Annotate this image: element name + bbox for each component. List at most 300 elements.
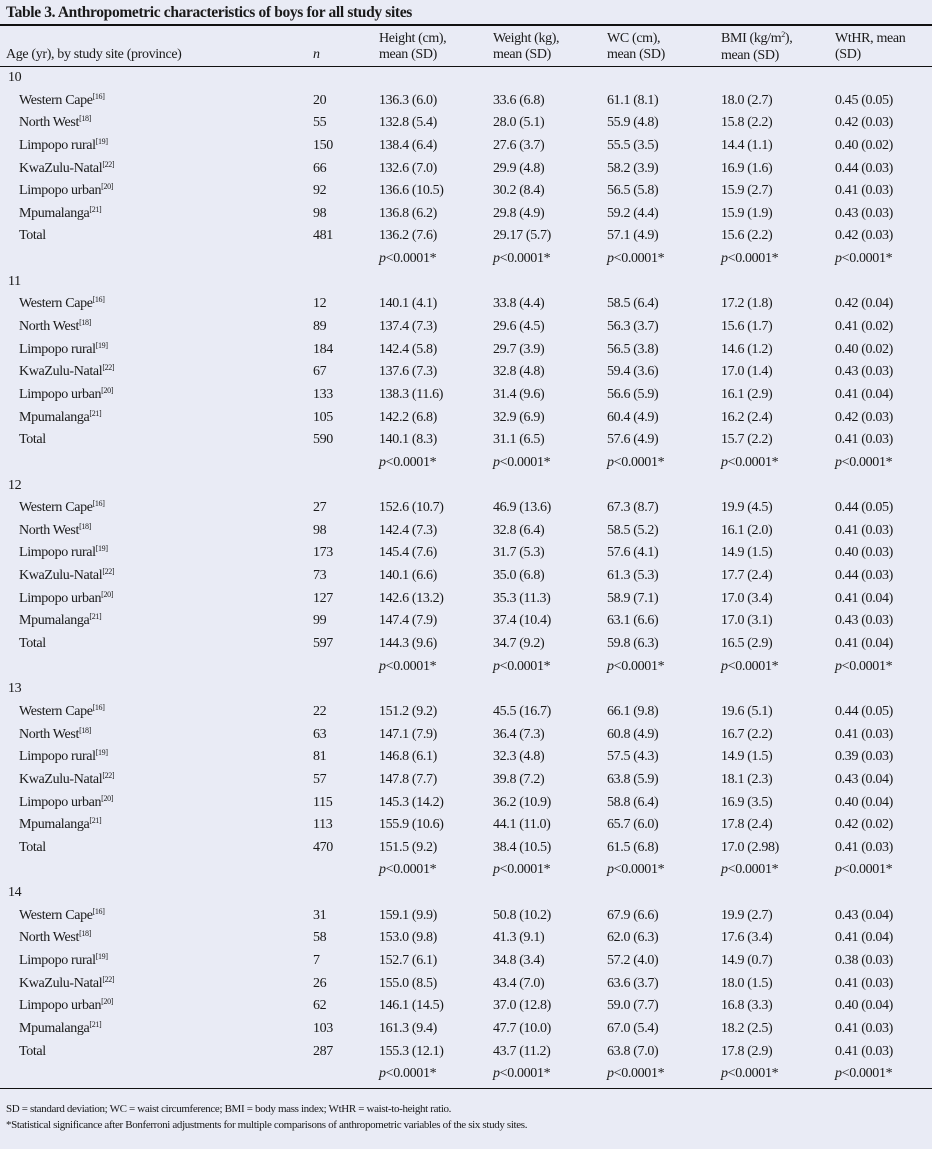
- reference-citation: [21]: [89, 1019, 102, 1029]
- height-cell: 147.4 (7.9): [379, 613, 437, 629]
- reference-citation: [19]: [95, 748, 108, 758]
- n-cell: 133: [313, 386, 333, 402]
- p-label: p: [835, 658, 842, 674]
- n-cell: 58: [313, 930, 327, 946]
- height-cell: 147.1 (7.9): [379, 726, 437, 742]
- p-label: p: [607, 862, 614, 878]
- p-value-cell: [721, 248, 778, 271]
- wc-cell: 57.1 (4.9): [607, 228, 659, 244]
- weight-cell: 32.3 (4.8): [493, 749, 545, 765]
- age-group-row: [0, 271, 932, 294]
- n-cell: 150: [313, 137, 333, 153]
- weight-cell: 43.7 (11.2): [493, 1043, 551, 1059]
- age-group-label: 10: [8, 70, 22, 85]
- site-cell: [19, 407, 101, 431]
- table-row: [0, 293, 932, 316]
- site-cell: [19, 384, 113, 408]
- wthr-cell: 0.41 (0.04): [835, 590, 893, 606]
- p-label: p: [607, 1066, 614, 1082]
- n-cell: 98: [313, 205, 327, 221]
- n-cell: 590: [313, 432, 333, 448]
- wthr-cell: 0.41 (0.03): [835, 522, 893, 538]
- p-label: p: [721, 862, 728, 878]
- table-row: [0, 633, 932, 656]
- p-value: <0.0001*: [727, 251, 779, 267]
- header-age: Age (yr), by study site (province): [6, 47, 182, 62]
- site-cell: [19, 542, 108, 566]
- wc-cell: 65.7 (6.0): [607, 817, 659, 833]
- wthr-cell: 0.40 (0.04): [835, 794, 893, 810]
- weight-cell: 35.0 (6.8): [493, 568, 545, 584]
- weight-cell: 46.9 (13.6): [493, 500, 551, 516]
- wc-cell: 55.5 (3.5): [607, 137, 659, 153]
- reference-citation: [16]: [92, 91, 105, 101]
- wc-cell: 56.5 (5.8): [607, 183, 659, 199]
- site-name: KwaZulu-Natal: [19, 364, 103, 380]
- n-cell: 66: [313, 160, 327, 176]
- site-cell: [19, 769, 114, 793]
- weight-cell: 47.7 (10.0): [493, 1020, 551, 1036]
- n-cell: 73: [313, 568, 327, 584]
- n-cell: 115: [313, 794, 333, 810]
- reference-citation: [21]: [89, 612, 102, 622]
- header-wc: [607, 31, 665, 63]
- weight-cell: 33.8 (4.4): [493, 296, 545, 312]
- p-value-cell: [835, 656, 892, 679]
- table-row: [0, 135, 932, 158]
- site-cell: [19, 203, 101, 227]
- wthr-cell: 0.40 (0.04): [835, 998, 893, 1014]
- site-cell: [19, 610, 101, 634]
- n-cell: 67: [313, 364, 327, 380]
- weight-cell: 32.9 (6.9): [493, 409, 545, 425]
- p-value: <0.0001*: [385, 1066, 437, 1082]
- site-cell: [19, 316, 91, 340]
- weight-cell: 43.4 (7.0): [493, 975, 545, 991]
- height-cell: 152.6 (10.7): [379, 500, 444, 516]
- table-row: [0, 225, 932, 248]
- n-cell: 63: [313, 726, 327, 742]
- n-cell: 20: [313, 92, 327, 108]
- wthr-cell: 0.42 (0.03): [835, 228, 893, 244]
- p-label: p: [379, 862, 386, 878]
- p-label: p: [379, 251, 386, 267]
- p-value-cell: [607, 1063, 664, 1086]
- weight-cell: 30.2 (8.4): [493, 183, 545, 199]
- p-value-row: [0, 452, 932, 475]
- weight-cell: 50.8 (10.2): [493, 907, 551, 923]
- site-name: Mpumalanga: [19, 1020, 90, 1036]
- p-value-row: [0, 656, 932, 679]
- header-weight: [493, 31, 559, 63]
- wthr-cell: 0.41 (0.02): [835, 319, 893, 335]
- site-name: Western Cape: [19, 500, 93, 516]
- n-cell: 92: [313, 183, 327, 199]
- site-name: Mpumalanga: [19, 205, 90, 221]
- p-value: <0.0001*: [385, 862, 437, 878]
- height-cell: 137.6 (7.3): [379, 364, 437, 380]
- wthr-cell: 0.42 (0.03): [835, 409, 893, 425]
- wc-cell: 58.8 (6.4): [607, 794, 659, 810]
- p-value: <0.0001*: [499, 454, 551, 470]
- header-height-line2: mean (SD): [379, 47, 437, 62]
- table-row: [0, 180, 932, 203]
- table-row: [0, 610, 932, 633]
- reference-citation: [19]: [95, 544, 108, 554]
- height-cell: 145.3 (14.2): [379, 794, 444, 810]
- site-name: Limpopo urban: [19, 386, 102, 402]
- bmi-cell: 17.7 (2.4): [721, 568, 773, 584]
- table-row: [0, 316, 932, 339]
- bmi-cell: 19.9 (2.7): [721, 907, 773, 923]
- p-value-row: [0, 1063, 932, 1086]
- table-row: [0, 90, 932, 113]
- wc-cell: 62.0 (6.3): [607, 930, 659, 946]
- site-name: KwaZulu-Natal: [19, 975, 103, 991]
- weight-cell: 37.4 (10.4): [493, 613, 551, 629]
- reference-citation: [16]: [92, 499, 105, 509]
- header-weight-line2: mean (SD): [493, 47, 551, 62]
- table-row: [0, 995, 932, 1018]
- header-bmi: [721, 31, 792, 64]
- weight-cell: 32.8 (4.8): [493, 364, 545, 380]
- reference-citation: [20]: [101, 997, 114, 1007]
- n-cell: 31: [313, 907, 327, 923]
- reference-citation: [20]: [101, 793, 114, 803]
- p-label: p: [607, 658, 614, 674]
- reference-citation: [22]: [102, 159, 115, 169]
- age-group-row: [0, 475, 932, 498]
- height-cell: 151.2 (9.2): [379, 703, 437, 719]
- wc-cell: 60.4 (4.9): [607, 409, 659, 425]
- bmi-cell: 17.6 (3.4): [721, 930, 773, 946]
- wthr-cell: 0.41 (0.04): [835, 930, 893, 946]
- weight-cell: 34.8 (3.4): [493, 952, 545, 968]
- site-name: Limpopo rural: [19, 952, 96, 968]
- bmi-cell: 19.6 (5.1): [721, 703, 773, 719]
- weight-cell: 27.6 (3.7): [493, 137, 545, 153]
- reference-citation: [18]: [79, 725, 91, 735]
- height-cell: 142.4 (5.8): [379, 341, 437, 357]
- n-cell: 105: [313, 409, 333, 425]
- age-group-label: 13: [8, 681, 22, 697]
- wthr-cell: 0.44 (0.03): [835, 160, 893, 176]
- height-cell: 132.6 (7.0): [379, 160, 437, 176]
- n-cell: 12: [313, 296, 327, 312]
- site-name: Limpopo rural: [19, 341, 96, 357]
- n-cell: 127: [313, 590, 333, 606]
- height-cell: 142.4 (7.3): [379, 522, 437, 538]
- p-value: <0.0001*: [727, 862, 779, 878]
- site-cell: [19, 135, 108, 159]
- p-value-cell: [607, 656, 664, 679]
- p-value-cell: [379, 1063, 436, 1086]
- bmi-cell: 16.1 (2.0): [721, 522, 773, 538]
- weight-cell: 41.3 (9.1): [493, 930, 545, 946]
- n-cell: 57: [313, 771, 327, 787]
- n-cell: 7: [313, 952, 320, 968]
- wthr-cell: 0.41 (0.03): [835, 839, 893, 855]
- n-cell: 26: [313, 975, 327, 991]
- wthr-cell: 0.45 (0.05): [835, 92, 893, 108]
- site-name: Mpumalanga: [19, 817, 90, 833]
- header-n: n: [313, 47, 320, 62]
- weight-cell: 31.1 (6.5): [493, 432, 545, 448]
- bmi-cell: 17.2 (1.8): [721, 296, 773, 312]
- wc-cell: 59.0 (7.7): [607, 998, 659, 1014]
- wthr-cell: 0.42 (0.03): [835, 115, 893, 131]
- site-name: North West: [19, 115, 80, 131]
- site-cell: [19, 973, 114, 997]
- wc-cell: 57.6 (4.1): [607, 545, 659, 561]
- wthr-cell: 0.42 (0.02): [835, 817, 893, 833]
- reference-citation: [18]: [79, 318, 91, 328]
- header-bmi-exponent: 2: [781, 30, 785, 39]
- reference-citation: [18]: [79, 521, 91, 531]
- age-group-label: 11: [8, 273, 21, 289]
- site-name: Western Cape: [19, 907, 93, 923]
- site-name: Limpopo urban: [19, 998, 102, 1014]
- bmi-cell: 15.7 (2.2): [721, 432, 773, 448]
- header-height: [379, 31, 446, 63]
- bmi-cell: 15.8 (2.2): [721, 115, 773, 131]
- bmi-cell: 16.8 (3.3): [721, 998, 773, 1014]
- age-group-row: [0, 882, 932, 905]
- wc-cell: 56.5 (3.8): [607, 341, 659, 357]
- wc-cell: 57.5 (4.3): [607, 749, 659, 765]
- height-cell: 155.3 (12.1): [379, 1043, 444, 1059]
- p-value-cell: [835, 859, 892, 882]
- reference-citation: [16]: [92, 702, 105, 712]
- wthr-cell: 0.41 (0.03): [835, 1043, 893, 1059]
- wc-cell: 66.1 (9.8): [607, 703, 659, 719]
- wc-cell: 67.9 (6.6): [607, 907, 659, 923]
- site-cell: [19, 633, 46, 656]
- p-value: <0.0001*: [613, 454, 665, 470]
- bmi-cell: 16.2 (2.4): [721, 409, 773, 425]
- bmi-cell: 17.0 (1.4): [721, 364, 773, 380]
- reference-citation: [21]: [89, 816, 102, 826]
- site-name: North West: [19, 930, 80, 946]
- height-cell: 146.1 (14.5): [379, 998, 444, 1014]
- bmi-cell: 18.1 (2.3): [721, 771, 773, 787]
- p-value: <0.0001*: [385, 454, 437, 470]
- p-value-row: [0, 859, 932, 882]
- reference-citation: [21]: [89, 408, 102, 418]
- site-name: Mpumalanga: [19, 409, 90, 425]
- wc-cell: 58.9 (7.1): [607, 590, 659, 606]
- bmi-cell: 17.0 (2.98): [721, 839, 779, 855]
- wc-cell: 67.3 (8.7): [607, 500, 659, 516]
- bottom-rule: [0, 1088, 932, 1089]
- site-name: Limpopo urban: [19, 794, 102, 810]
- height-cell: 152.7 (6.1): [379, 952, 437, 968]
- p-value-cell: [379, 656, 436, 679]
- table-row: [0, 565, 932, 588]
- p-value-cell: [835, 452, 892, 475]
- bmi-cell: 14.6 (1.2): [721, 341, 773, 357]
- table-body: [0, 67, 932, 1086]
- bmi-cell: 16.1 (2.9): [721, 386, 773, 402]
- site-name: KwaZulu-Natal: [19, 771, 103, 787]
- site-cell: [19, 112, 91, 136]
- site-cell: [19, 520, 91, 544]
- wthr-cell: 0.43 (0.03): [835, 364, 893, 380]
- table-row: [0, 203, 932, 226]
- wthr-cell: 0.40 (0.03): [835, 545, 893, 561]
- site-cell: [19, 225, 46, 248]
- site-cell: [19, 361, 114, 385]
- site-cell: [19, 837, 46, 860]
- height-cell: 142.2 (6.8): [379, 409, 437, 425]
- wthr-cell: 0.41 (0.03): [835, 1020, 893, 1036]
- p-value-cell: [721, 859, 778, 882]
- weight-cell: 45.5 (16.7): [493, 703, 551, 719]
- wthr-cell: 0.43 (0.04): [835, 907, 893, 923]
- height-cell: 142.6 (13.2): [379, 590, 444, 606]
- site-name: Limpopo rural: [19, 749, 96, 765]
- weight-cell: 31.7 (5.3): [493, 545, 545, 561]
- bmi-cell: 15.6 (2.2): [721, 228, 773, 244]
- bmi-cell: 17.8 (2.4): [721, 817, 773, 833]
- weight-cell: 29.9 (4.8): [493, 160, 545, 176]
- site-cell: [19, 905, 105, 929]
- p-value: <0.0001*: [613, 251, 665, 267]
- site-cell: [19, 724, 91, 748]
- age-group-row: [0, 678, 932, 701]
- site-cell: [19, 429, 46, 452]
- bmi-cell: 16.7 (2.2): [721, 726, 773, 742]
- n-cell: 470: [313, 839, 333, 855]
- site-cell: [19, 497, 105, 521]
- site-cell: [19, 950, 108, 974]
- bmi-cell: 16.9 (3.5): [721, 794, 773, 810]
- wc-cell: 57.6 (4.9): [607, 432, 659, 448]
- wc-cell: 59.8 (6.3): [607, 636, 659, 652]
- wthr-cell: 0.39 (0.03): [835, 749, 893, 765]
- p-value: <0.0001*: [841, 658, 893, 674]
- site-name: Total: [19, 1043, 46, 1059]
- wc-cell: 61.1 (8.1): [607, 92, 659, 108]
- weight-cell: 44.1 (11.0): [493, 817, 551, 833]
- site-name: Total: [19, 432, 46, 448]
- table-row: [0, 384, 932, 407]
- p-value: <0.0001*: [499, 658, 551, 674]
- height-cell: 153.0 (9.8): [379, 930, 437, 946]
- age-group-row: [0, 67, 932, 90]
- header-wc-line2: mean (SD): [607, 47, 665, 62]
- site-cell: [19, 701, 105, 725]
- reference-citation: [18]: [79, 114, 91, 124]
- height-cell: 155.9 (10.6): [379, 817, 444, 833]
- p-value-cell: [721, 1063, 778, 1086]
- p-value-cell: [493, 859, 550, 882]
- n-cell: 99: [313, 613, 327, 629]
- wc-cell: 63.6 (3.7): [607, 975, 659, 991]
- wc-cell: 58.5 (6.4): [607, 296, 659, 312]
- n-cell: 481: [313, 228, 333, 244]
- site-name: Total: [19, 839, 46, 855]
- p-value-cell: [493, 656, 550, 679]
- wthr-cell: 0.43 (0.04): [835, 771, 893, 787]
- header-bmi-line2: mean (SD): [721, 48, 779, 63]
- p-label: p: [721, 251, 728, 267]
- table-row: [0, 520, 932, 543]
- p-value-cell: [607, 248, 664, 271]
- header-wthr: [835, 31, 905, 63]
- height-cell: 151.5 (9.2): [379, 839, 437, 855]
- height-cell: 145.4 (7.6): [379, 545, 437, 561]
- height-cell: 140.1 (8.3): [379, 432, 437, 448]
- site-name: Western Cape: [19, 92, 93, 108]
- p-label: p: [493, 658, 500, 674]
- wc-cell: 56.6 (5.9): [607, 386, 659, 402]
- p-value-cell: [607, 859, 664, 882]
- p-value: <0.0001*: [613, 658, 665, 674]
- reference-citation: [19]: [95, 340, 108, 350]
- wc-cell: 63.8 (7.0): [607, 1043, 659, 1059]
- p-label: p: [835, 454, 842, 470]
- height-cell: 159.1 (9.9): [379, 907, 437, 923]
- table-row: [0, 339, 932, 362]
- table-row: [0, 588, 932, 611]
- footnote-significance: *Statistical significance after Bonferroni adjustments for multiple comparisons of anthropometric variables of the six study sites.: [6, 1119, 528, 1131]
- table-row: [0, 407, 932, 430]
- weight-cell: 29.7 (3.9): [493, 341, 545, 357]
- height-cell: 137.4 (7.3): [379, 319, 437, 335]
- site-cell: [19, 1018, 101, 1042]
- wc-cell: 58.5 (5.2): [607, 522, 659, 538]
- wthr-cell: 0.38 (0.03): [835, 952, 893, 968]
- height-cell: 136.6 (10.5): [379, 183, 444, 199]
- height-cell: 146.8 (6.1): [379, 749, 437, 765]
- p-label: p: [721, 454, 728, 470]
- weight-cell: 28.0 (5.1): [493, 115, 545, 131]
- p-value: <0.0001*: [499, 862, 551, 878]
- p-label: p: [379, 1066, 386, 1082]
- reference-citation: [18]: [79, 929, 91, 939]
- table-row: [0, 769, 932, 792]
- table-title: Table 3. Anthropometric characteristics of boys for all study sites: [6, 4, 412, 21]
- bmi-cell: 15.6 (1.7): [721, 319, 773, 335]
- p-label: p: [493, 251, 500, 267]
- weight-cell: 38.4 (10.5): [493, 839, 551, 855]
- p-value: <0.0001*: [385, 658, 437, 674]
- reference-citation: [22]: [102, 770, 115, 780]
- height-cell: 140.1 (6.6): [379, 568, 437, 584]
- bmi-cell: 17.8 (2.9): [721, 1043, 773, 1059]
- p-value-cell: [493, 1063, 550, 1086]
- reference-citation: [21]: [89, 204, 102, 214]
- site-cell: [19, 995, 113, 1019]
- title-rule: [0, 24, 932, 26]
- n-cell: 173: [313, 545, 333, 561]
- site-cell: [19, 927, 91, 951]
- p-value: <0.0001*: [727, 658, 779, 674]
- wthr-cell: 0.41 (0.04): [835, 636, 893, 652]
- n-cell: 597: [313, 636, 333, 652]
- table-row: [0, 112, 932, 135]
- height-cell: 155.0 (8.5): [379, 975, 437, 991]
- p-value-cell: [493, 248, 550, 271]
- bmi-cell: 15.9 (1.9): [721, 205, 773, 221]
- site-name: Limpopo urban: [19, 183, 102, 199]
- weight-cell: 29.8 (4.9): [493, 205, 545, 221]
- header-weight-line1: Weight (kg),: [493, 31, 560, 46]
- table-row: [0, 973, 932, 996]
- wc-cell: 57.2 (4.0): [607, 952, 659, 968]
- site-name: KwaZulu-Natal: [19, 160, 103, 176]
